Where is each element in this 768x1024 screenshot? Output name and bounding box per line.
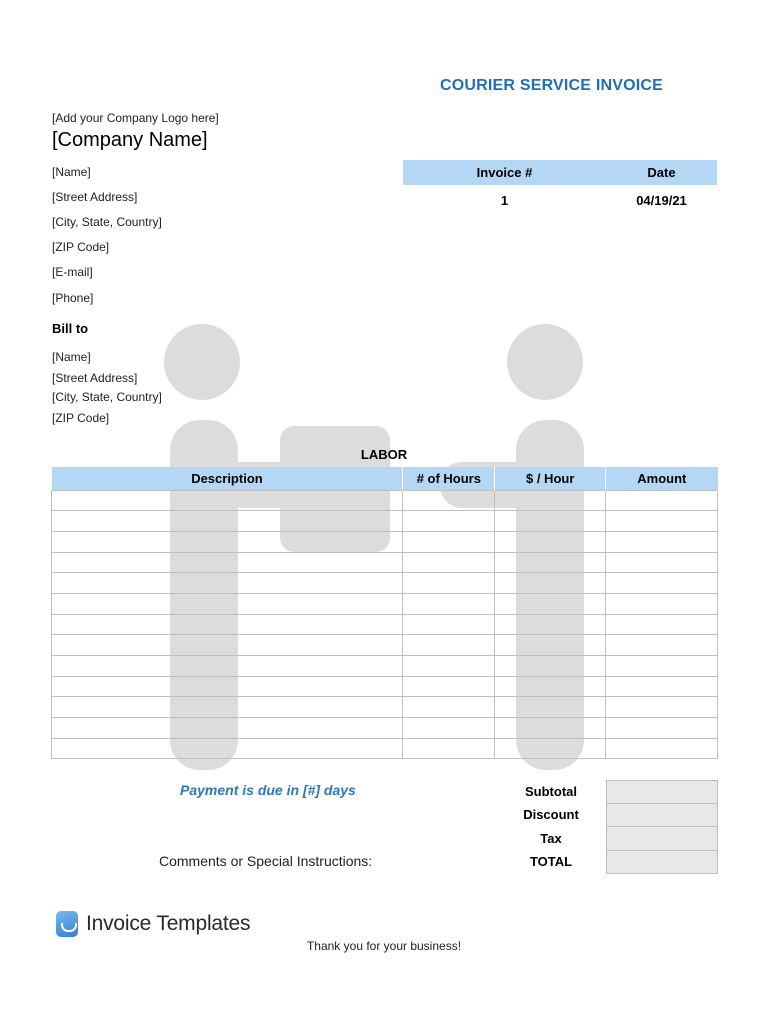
rate-cell[interactable] — [495, 656, 606, 677]
total-value-cell[interactable] — [606, 851, 718, 875]
amount-cell[interactable] — [606, 552, 718, 573]
bill-to-city: [City, State, Country] — [52, 390, 162, 404]
rate-cell[interactable] — [495, 697, 606, 718]
rate-cell[interactable] — [495, 614, 606, 635]
amount-cell[interactable] — [606, 531, 718, 552]
labor-table — [51, 467, 718, 759]
table-row — [52, 697, 718, 718]
discount-label: Discount — [523, 807, 579, 822]
rate-cell[interactable] — [495, 573, 606, 594]
rate-cell[interactable] — [495, 490, 606, 511]
invoice-number-label: Invoice # — [476, 165, 533, 180]
subtotal-label: Subtotal — [525, 784, 577, 799]
hours-cell[interactable] — [403, 593, 495, 614]
column-amount: Amount — [606, 467, 718, 490]
seller-zip: [ZIP Code] — [52, 240, 110, 254]
seller-street: [Street Address] — [52, 190, 138, 204]
rate-cell[interactable] — [495, 738, 606, 759]
hours-cell[interactable] — [403, 614, 495, 635]
date-value: 04/19/21 — [636, 193, 687, 208]
description-cell[interactable] — [52, 614, 403, 635]
description-cell[interactable] — [52, 656, 403, 677]
invoice-templates-logo-icon — [56, 911, 78, 937]
invoice-meta-values — [403, 193, 717, 208]
description-cell[interactable] — [52, 531, 403, 552]
rate-cell[interactable] — [495, 531, 606, 552]
totals-values — [606, 780, 718, 874]
seller-email: [E-mail] — [52, 265, 93, 279]
hours-cell[interactable] — [403, 552, 495, 573]
subtotal-value-cell[interactable] — [606, 780, 718, 804]
hours-cell[interactable] — [403, 490, 495, 511]
amount-cell[interactable] — [606, 656, 718, 677]
description-cell[interactable] — [52, 718, 403, 739]
labor-table-body — [52, 490, 718, 759]
table-row — [52, 614, 718, 635]
table-row — [52, 593, 718, 614]
invoice-number-value: 1 — [500, 193, 509, 208]
hours-cell[interactable] — [403, 718, 495, 739]
table-row — [52, 552, 718, 573]
description-cell[interactable] — [52, 511, 403, 532]
discount-value-cell[interactable] — [606, 804, 718, 828]
column-hours: # of Hours — [403, 467, 495, 490]
hours-cell[interactable] — [403, 676, 495, 697]
rate-cell[interactable] — [495, 635, 606, 656]
rate-cell[interactable] — [495, 718, 606, 739]
hours-cell[interactable] — [403, 738, 495, 759]
company-name: [Company Name] — [52, 129, 208, 151]
invoice-title: COURIER SERVICE INVOICE — [440, 77, 664, 94]
brand-name: Invoice Templates — [86, 912, 251, 935]
table-row — [52, 531, 718, 552]
table-row — [52, 738, 718, 759]
amount-cell[interactable] — [606, 697, 718, 718]
rate-cell[interactable] — [495, 676, 606, 697]
logo-placeholder: [Add your Company Logo here] — [52, 111, 219, 125]
description-cell[interactable] — [52, 552, 403, 573]
description-cell[interactable] — [52, 490, 403, 511]
hours-cell[interactable] — [403, 697, 495, 718]
description-cell[interactable] — [52, 635, 403, 656]
seller-name: [Name] — [52, 165, 91, 179]
labor-heading: LABOR — [360, 447, 408, 462]
description-cell[interactable] — [52, 676, 403, 697]
seller-phone: [Phone] — [52, 291, 94, 305]
tax-label: Tax — [540, 831, 562, 846]
amount-cell[interactable] — [606, 614, 718, 635]
amount-cell[interactable] — [606, 490, 718, 511]
table-row — [52, 635, 718, 656]
description-cell[interactable] — [52, 697, 403, 718]
hours-cell[interactable] — [403, 573, 495, 594]
hours-cell[interactable] — [403, 531, 495, 552]
amount-cell[interactable] — [606, 738, 718, 759]
hours-cell[interactable] — [403, 635, 495, 656]
bill-to-street: [Street Address] — [52, 371, 138, 385]
tax-value-cell[interactable] — [606, 827, 718, 851]
amount-cell[interactable] — [606, 676, 718, 697]
description-cell[interactable] — [52, 573, 403, 594]
date-label: Date — [647, 165, 676, 180]
table-row — [52, 573, 718, 594]
description-cell[interactable] — [52, 738, 403, 759]
hours-cell[interactable] — [403, 656, 495, 677]
bill-to-heading: Bill to — [52, 321, 89, 336]
payment-due-note: Payment is due in [#] days — [180, 782, 356, 798]
amount-cell[interactable] — [606, 573, 718, 594]
brand-logo — [56, 911, 250, 937]
labor-table-header — [52, 467, 718, 490]
total-label: TOTAL — [529, 854, 573, 869]
table-row — [52, 656, 718, 677]
bill-to-name: [Name] — [52, 350, 91, 364]
amount-cell[interactable] — [606, 593, 718, 614]
rate-cell[interactable] — [495, 593, 606, 614]
column-description: Description — [52, 467, 403, 490]
amount-cell[interactable] — [606, 718, 718, 739]
amount-cell[interactable] — [606, 635, 718, 656]
invoice-meta-header — [403, 160, 717, 185]
column-rate: $ / Hour — [495, 467, 606, 490]
table-row — [52, 676, 718, 697]
bill-to-zip: [ZIP Code] — [52, 411, 110, 425]
amount-cell[interactable] — [606, 511, 718, 532]
description-cell[interactable] — [52, 593, 403, 614]
seller-city: [City, State, Country] — [52, 215, 162, 229]
table-row — [52, 511, 718, 532]
comments-label: Comments or Special Instructions: — [159, 853, 373, 869]
thank-you-note: Thank you for your business! — [306, 939, 462, 953]
rate-cell[interactable] — [495, 552, 606, 573]
hours-cell[interactable] — [403, 511, 495, 532]
table-row — [52, 718, 718, 739]
rate-cell[interactable] — [495, 511, 606, 532]
table-row — [52, 490, 718, 511]
